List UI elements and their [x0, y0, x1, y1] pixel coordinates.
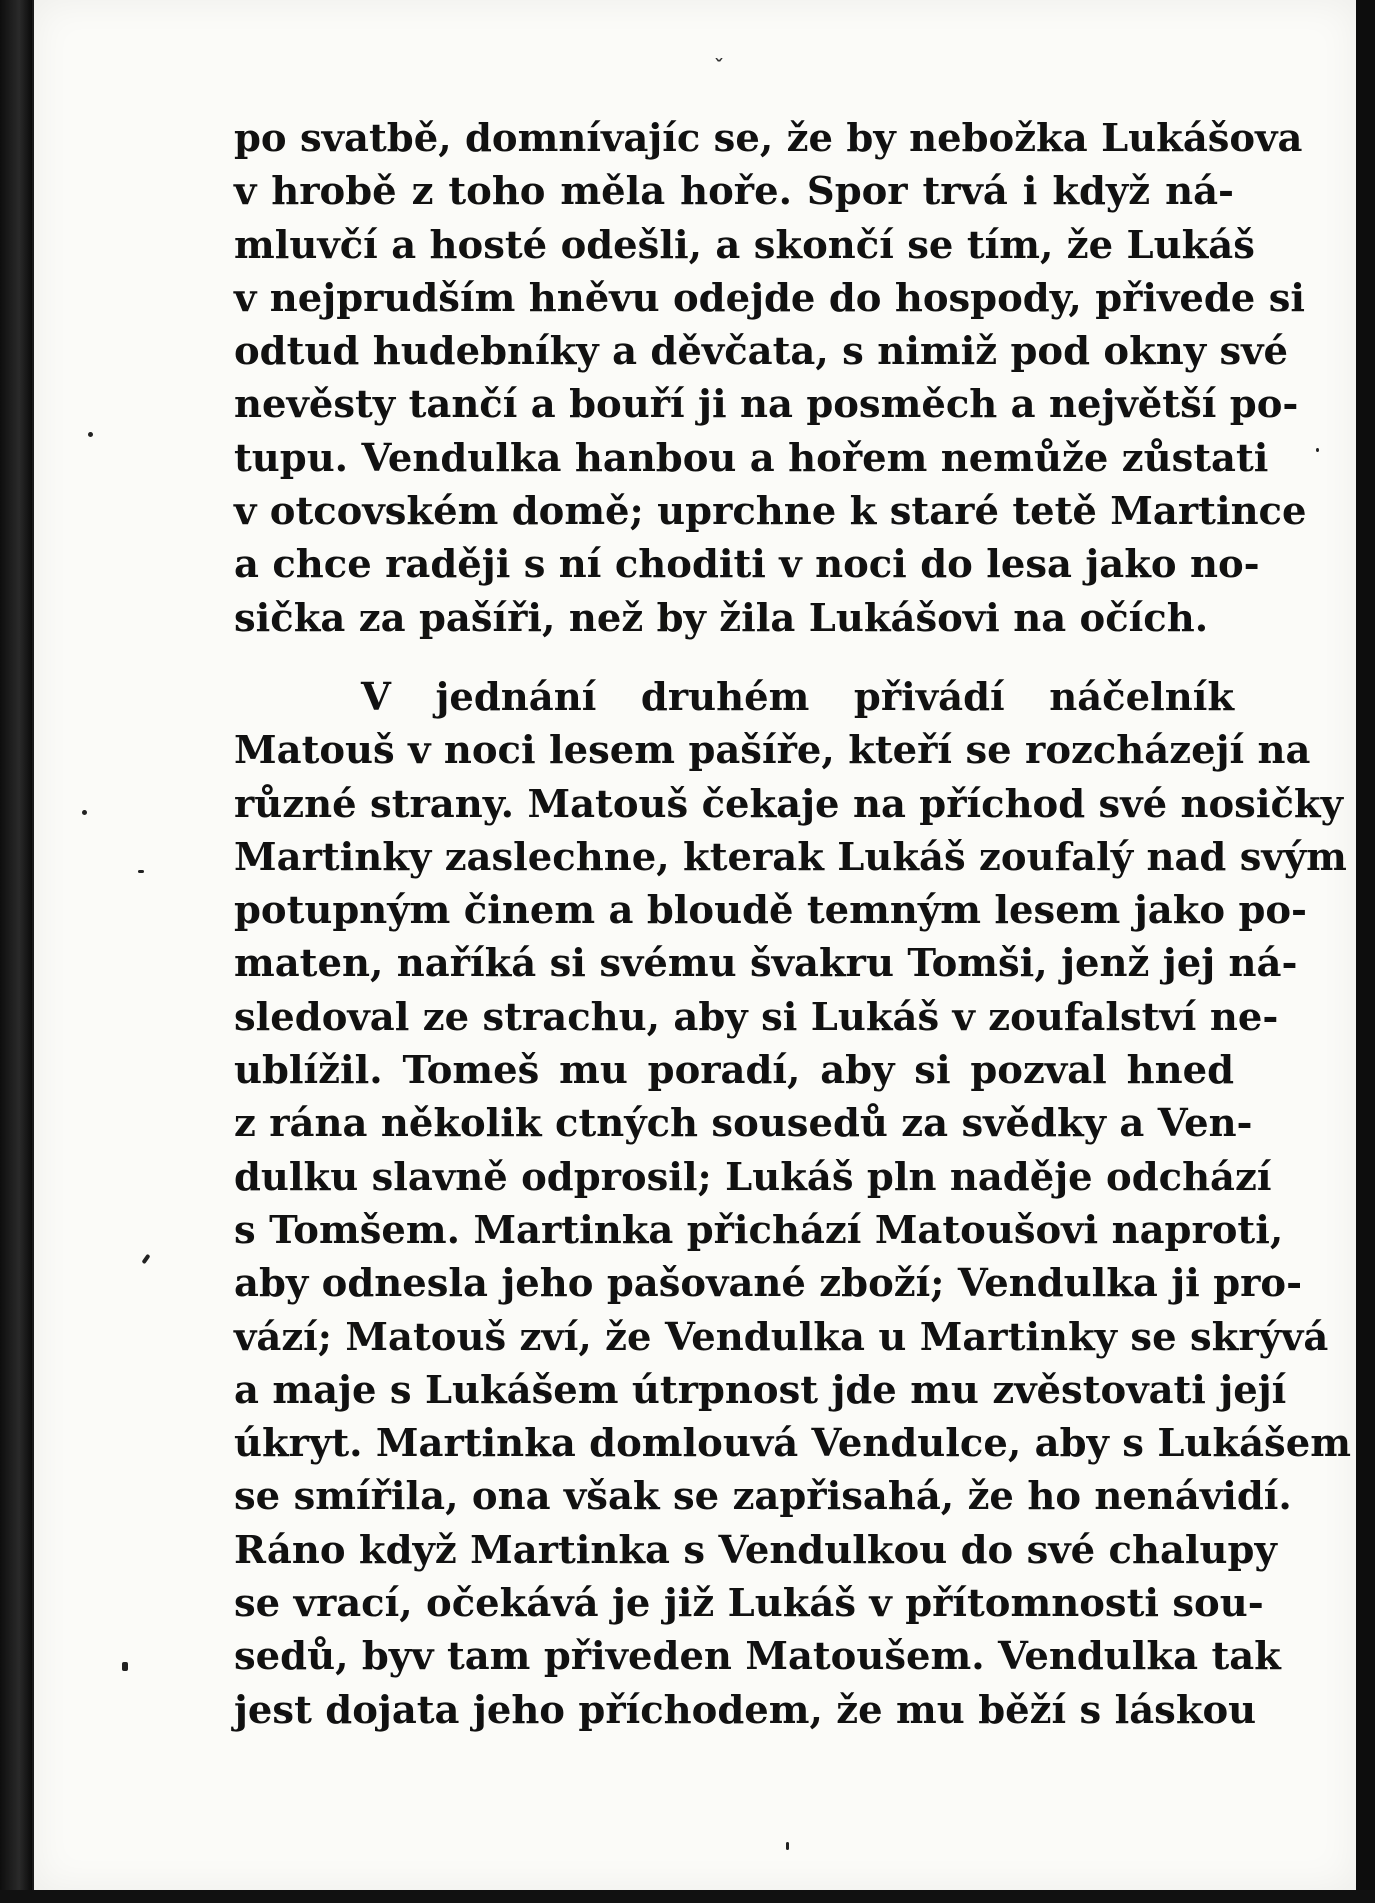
text-line: úkryt. Martinka domlouvá Vendulce, aby s Lukášem	[234, 1421, 1351, 1467]
text-line: v nejprudším hněvu odejde do hospody, přivede si	[234, 275, 1306, 321]
text-line: v hrobě z toho měla hoře. Spor trvá i když ná-	[234, 169, 1234, 215]
text-line: sička za pašíři, než by žila Lukášovi na očích.	[234, 595, 1209, 641]
text-line: se vrací, očekává je již Lukáš v přítomnosti sou-	[234, 1581, 1264, 1627]
text-line: jest dojata jeho příchodem, že mu běží s láskou	[234, 1687, 1257, 1733]
text-line: aby odnesla jeho pašované zboží; Vendulka ji pro-	[234, 1261, 1303, 1307]
top-print-mark: ˯	[714, 38, 724, 62]
text-line: tupu. Vendulka hanbou a hořem nemůže zůstati	[234, 435, 1269, 481]
scan-left-edge	[0, 0, 32, 1903]
text-line: a maje s Lukášem útrpnost jde mu zvěstovati její	[234, 1367, 1287, 1413]
text-line: Matouš v noci lesem pašíře, kteří se rozcházejí na	[234, 728, 1311, 774]
text-line: z rána několik ctných sousedů za svědky a Ven-	[234, 1101, 1253, 1147]
text-line: vází; Matouš zví, že Vendulka u Martinky se skrývá	[234, 1314, 1329, 1360]
text-line: maten, naříká si svému švakru Tomši, jenž jej ná-	[234, 941, 1298, 987]
ink-speck	[122, 1662, 128, 1671]
ink-speck	[138, 870, 144, 873]
text-line: dulku slavně odprosil; Lukáš pln naděje odchází	[234, 1154, 1272, 1200]
text-line: potupným činem a bloudě temným lesem jako po-	[234, 888, 1308, 934]
ink-speck	[786, 1842, 789, 1850]
text-line: nevěsty tančí a bouří ji na posměch a největší po-	[234, 382, 1299, 428]
text-line: různé strany. Matouš čekaje na příchod své nosičky	[234, 781, 1343, 827]
text-line: Martinky zaslechne, kterak Lukáš zoufalý nad svým	[234, 834, 1347, 880]
text-line: a chce raději s ní choditi v noci do lesa jako no-	[234, 542, 1260, 588]
paragraph-gap	[234, 645, 1234, 671]
text-line: sledoval ze strachu, aby si Lukáš v zoufalství ne-	[234, 994, 1279, 1040]
ink-speck	[88, 432, 93, 437]
paragraph-2	[234, 671, 1351, 1737]
text-line: v otcovském domě; uprchne k staré tetě Martince	[234, 489, 1307, 535]
scan-right-edge	[1356, 0, 1375, 1903]
ink-speck	[1316, 448, 1319, 452]
text-line: Ráno když Martinka s Vendulkou do své chalupy	[234, 1527, 1277, 1573]
page-text	[234, 112, 1351, 1737]
ink-speck	[141, 1254, 150, 1264]
text-line: odtud hudebníky a děvčata, s nimiž pod okny své	[234, 329, 1289, 375]
book-page	[34, 0, 1356, 1890]
text-line: sedů, byv tam přiveden Matoušem. Vendulka tak	[234, 1634, 1281, 1680]
paragraph-1	[234, 112, 1307, 645]
text-line: mluvčí a hosté odešli, a skončí se tím, že Lukáš	[234, 222, 1255, 268]
text-line: s Tomšem. Martinka přichází Matoušovi naproti,	[234, 1207, 1284, 1253]
text-line: se smířila, ona však se zapřisahá, že ho nenávidí.	[234, 1474, 1292, 1520]
text-line: po svatbě, domnívajíc se, že by nebožka Lukášova	[234, 116, 1303, 161]
scan-bottom-edge	[0, 1890, 1375, 1903]
text-line: ublížil. Tomeš mu poradí, aby si pozval hned	[234, 1048, 1234, 1094]
ink-speck	[82, 810, 87, 815]
text-line: V jednání druhém přivádí náčelník	[361, 674, 1234, 720]
